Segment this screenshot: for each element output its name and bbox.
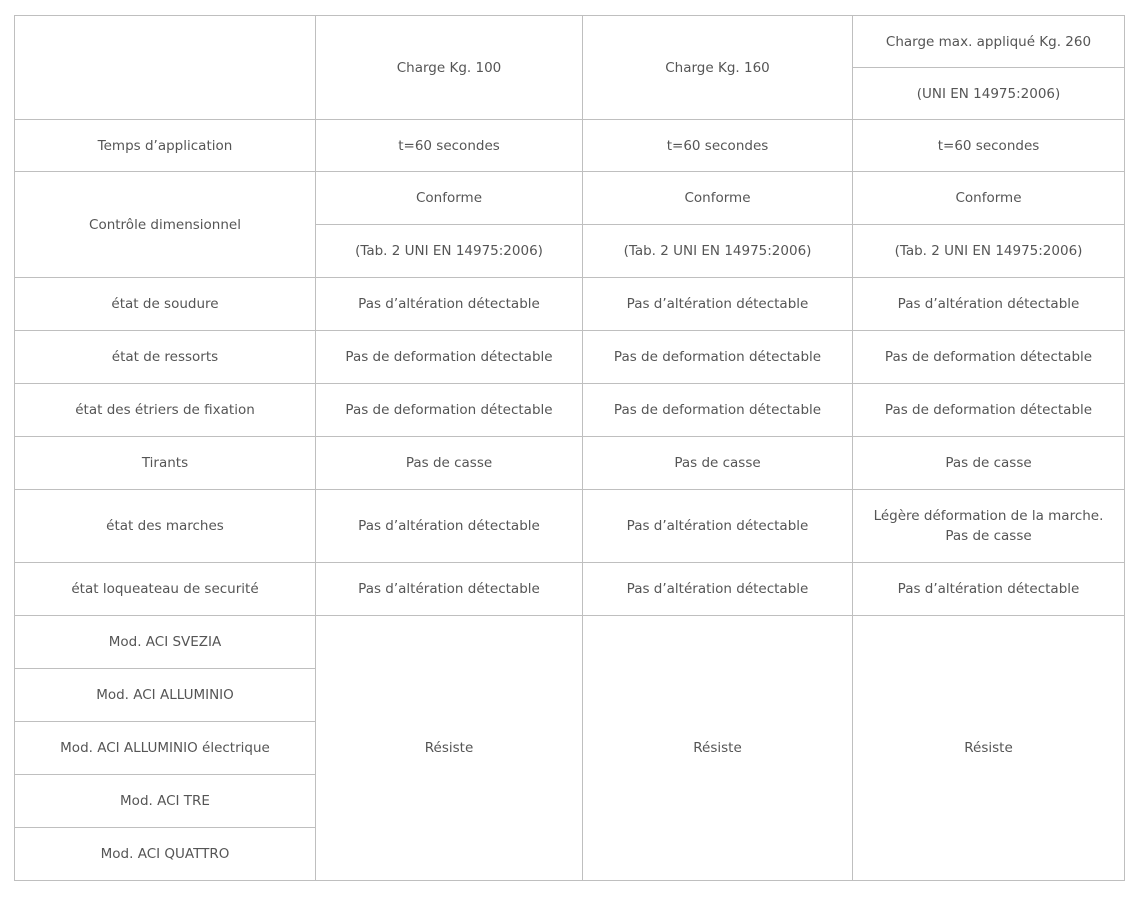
header-charge-260: Charge max. appliqué Kg. 260 [853,16,1125,68]
table-row [15,120,1125,172]
result-cell: Résiste [316,616,583,881]
table-cell: Légère déformation de la marche. Pas de casse [853,490,1125,563]
header-empty-cell [15,16,316,120]
table-cell: Pas de deformation détectable [316,331,583,384]
table-row [15,616,1125,669]
table-cell: Conforme [853,172,1125,225]
results-table [14,15,1125,881]
header-charge-100: Charge Kg. 100 [316,16,583,120]
table-cell: Pas d’altération détectable [853,563,1125,616]
row-label: état de ressorts [15,331,316,384]
table-cell: Pas d’altération détectable [583,490,853,563]
table-cell: Conforme [583,172,853,225]
table-cell: Pas d’altération détectable [316,278,583,331]
header-charge-160: Charge Kg. 160 [583,16,853,120]
table-cell: (Tab. 2 UNI EN 14975:2006) [583,225,853,278]
table-cell: Pas de casse [316,437,583,490]
table-cell: t=60 secondes [853,120,1125,172]
table-cell: t=60 secondes [583,120,853,172]
row-label: état des étriers de fixation [15,384,316,437]
table-cell: Pas de deformation détectable [316,384,583,437]
table-cell: Pas d’altération détectable [316,563,583,616]
table-cell: (Tab. 2 UNI EN 14975:2006) [853,225,1125,278]
model-label: Mod. ACI ALLUMINIO [15,669,316,722]
table-cell: Pas d’altération détectable [583,563,853,616]
model-label: Mod. ACI QUATTRO [15,828,316,881]
table-row [15,278,1125,331]
row-label: état loqueateau de securité [15,563,316,616]
table-row [15,490,1125,563]
header-norm: (UNI EN 14975:2006) [853,68,1125,120]
table-cell: Pas de deformation détectable [583,331,853,384]
table-row [15,437,1125,490]
table-cell: Conforme [316,172,583,225]
table-cell: Pas d’altération détectable [853,278,1125,331]
result-cell: Résiste [583,616,853,881]
model-label: Mod. ACI TRE [15,775,316,828]
table-cell: Pas de casse [583,437,853,490]
row-label: Temps d’application [15,120,316,172]
row-label: état des marches [15,490,316,563]
table-cell: Pas d’altération détectable [583,278,853,331]
row-label: Tirants [15,437,316,490]
table-row [15,384,1125,437]
row-label: état de soudure [15,278,316,331]
table-cell: Pas de casse [853,437,1125,490]
table-cell: Pas de deformation détectable [583,384,853,437]
result-cell: Résiste [853,616,1125,881]
header-row [15,16,1125,68]
table-row [15,172,1125,225]
table-cell: Pas de deformation détectable [853,384,1125,437]
table-cell: (Tab. 2 UNI EN 14975:2006) [316,225,583,278]
model-label: Mod. ACI ALLUMINIO électrique [15,722,316,775]
table-row [15,331,1125,384]
table-row [15,563,1125,616]
table-cell: t=60 secondes [316,120,583,172]
table-cell: Pas de deformation détectable [853,331,1125,384]
table-cell: Pas d’altération détectable [316,490,583,563]
row-label: Contrôle dimensionnel [15,172,316,278]
model-label: Mod. ACI SVEZIA [15,616,316,669]
